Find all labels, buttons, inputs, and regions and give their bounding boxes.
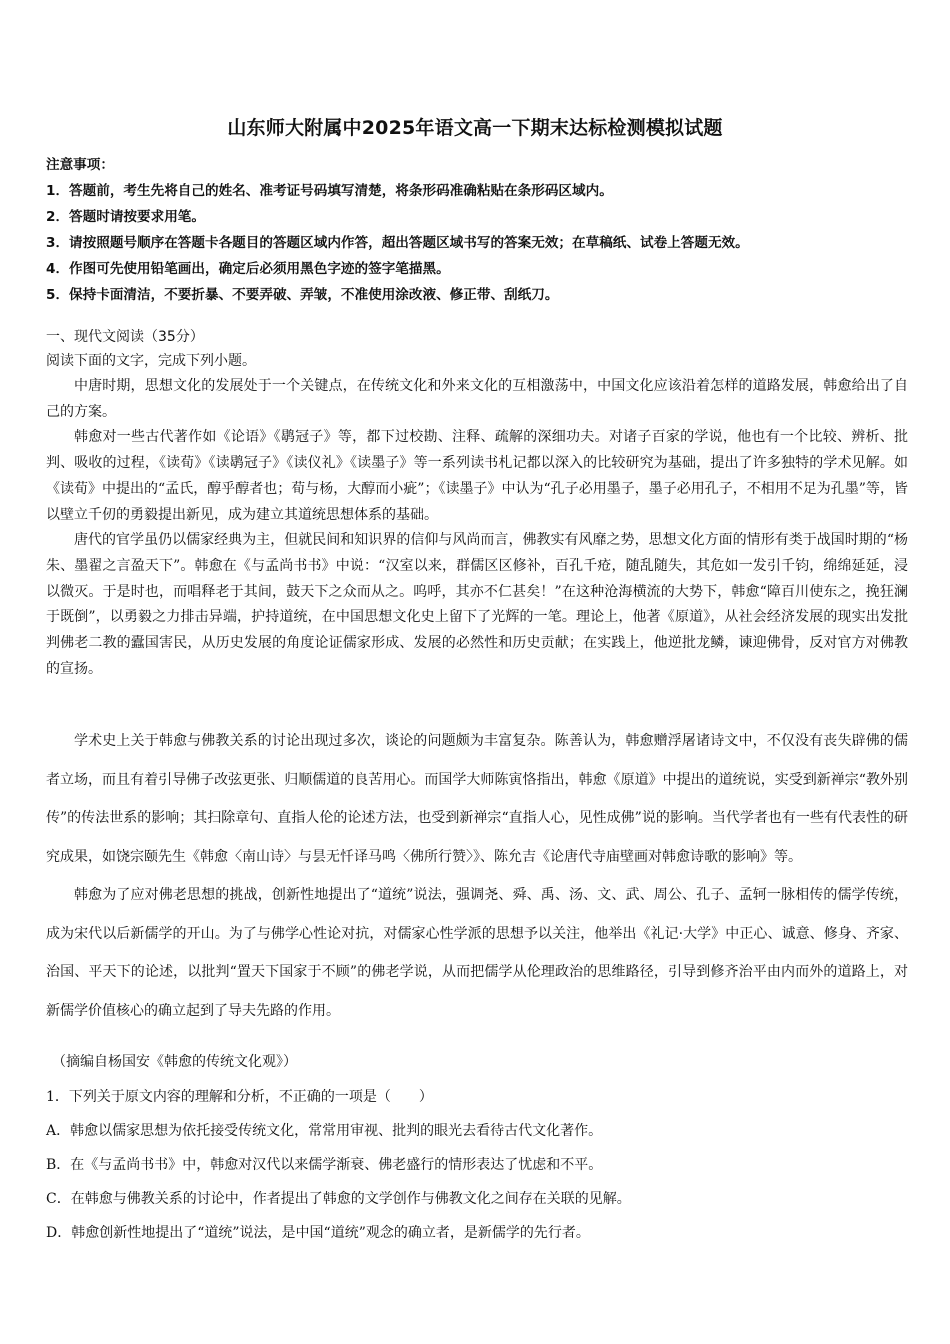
section-intro: 阅读下面的文字，完成下列小题。 xyxy=(46,353,256,369)
notice-item: 4．作图可先使用铅笔画出，确定后必须用黑色字迹的签字笔描黑。 xyxy=(46,261,450,277)
passage-part-2 xyxy=(46,722,908,1030)
page-title: 山东师大附属中2025年语文高一下期末达标检测模拟试题 xyxy=(227,117,723,139)
notice-item: 5．保持卡面清洁，不要折暴、不要弄破、弄皱，不准使用涂改液、修正带、刮纸刀。 xyxy=(46,287,559,303)
notice-item: 3．请按照题号顺序在答题卡各题目的答题区域内作答，超出答题区域书写的答案无效；在草稿纸、试卷上答题无效。 xyxy=(46,235,749,251)
section-heading: 一、现代文阅读（35分） xyxy=(46,329,204,345)
question-stem: 1．下列关于原文内容的理解和分析，不正确的一项是（ ） xyxy=(46,1089,433,1105)
passage-paragraph: 韩愈为了应对佛老思想的挑战，创新性地提出了“道统”说法，强调尧、舜、禹、汤、文、武、周公、孔子、孟轲一脉相传的儒学传统，成为宋代以后新儒学的开山。为了与佛学心性论对抗，对儒家心性学派的思想予以关注，他举出《礼记·大学》中正心、诚意、修身、齐家、治国、平天下的论述，以批判“置天下国家于不顾”的佛老学说，从而把儒学从伦理政治的思维路径，引导到修齐治平由内而外的道路上，对新儒学价值核心的确立起到了导夫先路的作用。 xyxy=(46,887,908,1019)
passage-paragraph: 唐代的官学虽仍以儒家经典为主，但就民间和知识界的信仰与风尚而言，佛教实有风靡之势，思想文化方面的情形有类于战国时期的“杨朱、墨翟之言盈天下”。韩愈在《与孟尚书书》中说：“汉室以来，群儒区区修补，百孔千疮，随乱随失，其危如一发引千钧，绵绵延延，浸以微灭。于是时也，而唱释老于其间，鼓天下之众而从之。呜呼，其亦不仁甚矣！”在这种沧海横流的大势下，韩愈“障百川使东之，挽狂澜于既倒”，以勇毅之力排击异端，护持道统，在中国思想文化史上留下了光辉的一笔。理论上，他著《原道》，从社会经济发展的现实出发批判佛老二教的蠹国害民，从历史发展的角度论证儒家形成、发展的必然性和历史贡献；在实践上，他逆批龙鳞，谏迎佛骨，反对官方对佛教的宣扬。 xyxy=(46,532,908,677)
passage-paragraph: 中唐时期，思想文化的发展处于一个关键点，在传统文化和外来文化的互相激荡中，中国文化应该沿着怎样的道路发展，韩愈给出了自己的方案。 xyxy=(46,378,908,420)
passage-part-1 xyxy=(46,374,908,682)
option-d: D．韩愈创新性地提出了“道统”说法，是中国“道统”观念的确立者，是新儒学的先行者。 xyxy=(46,1225,590,1241)
passage-paragraph: 韩愈对一些古代著作如《论语》《鹖冠子》等，都下过校勘、注释、疏解的深细功夫。对诸子百家的学说，他也有一个比较、辨析、批判、吸收的过程，《读荀》《读鹖冠子》《读仪礼》《读墨子》等一系列读书札记都以深入的比较研究为基础，提出了许多独特的学术见解。如《读荀》中提出的“孟氏，醇乎醇者也；荀与杨，大醇而小疵”；《读墨子》中认为“孔子必用墨子，墨子必用孔子，不相用不足为孔墨”等，皆以壁立千仞的勇毅提出新见，成为建立其道统思想体系的基础。 xyxy=(46,429,908,523)
notice-item: 2．答题时请按要求用笔。 xyxy=(46,209,205,225)
notice-section xyxy=(46,152,916,308)
passage-paragraph: 学术史上关于韩愈与佛教关系的讨论出现过多次，谈论的问题颇为丰富复杂。陈善认为，韩愈赠浮屠诸诗文中，不仅没有丧失辟佛的儒者立场，而且有着引导佛子改弦更张、归顺儒道的良苦用心。而国学大师陈寅恪指出，韩愈《原道》中提出的道统说，实受到新禅宗“教外别传”的传法世系的影响；其扫除章句、直指人伦的论述方法，也受到新禅宗“直指人心，见性成佛”说的影响。当代学者也有一些有代表性的研究成果，如饶宗颐先生《韩愈〈南山诗〉与昙无忏译马鸣〈佛所行赞〉》、陈允吉《论唐代寺庙壁画对韩愈诗歌的影响》等。 xyxy=(46,733,908,865)
option-b: B．在《与孟尚书书》中，韩愈对汉代以来儒学渐衰、佛老盛行的情形表达了忧虑和不平。 xyxy=(46,1157,603,1173)
option-c: C．在韩愈与佛教关系的讨论中，作者提出了韩愈的文学创作与佛教文化之间存在关联的见解。 xyxy=(46,1191,631,1207)
question-1 xyxy=(46,1080,916,1250)
notice-heading: 注意事项： xyxy=(46,157,114,173)
notice-item: 1．答题前，考生先将自己的姓名、准考证号码填写清楚，将条形码准确粘贴在条形码区域内。 xyxy=(46,183,613,199)
passage-source: （摘编自杨国安《韩愈的传统文化观》） xyxy=(52,1054,297,1070)
option-a: A．韩愈以儒家思想为依托接受传统文化，常常用审视、批判的眼光去看待古代文化著作。 xyxy=(46,1123,603,1139)
